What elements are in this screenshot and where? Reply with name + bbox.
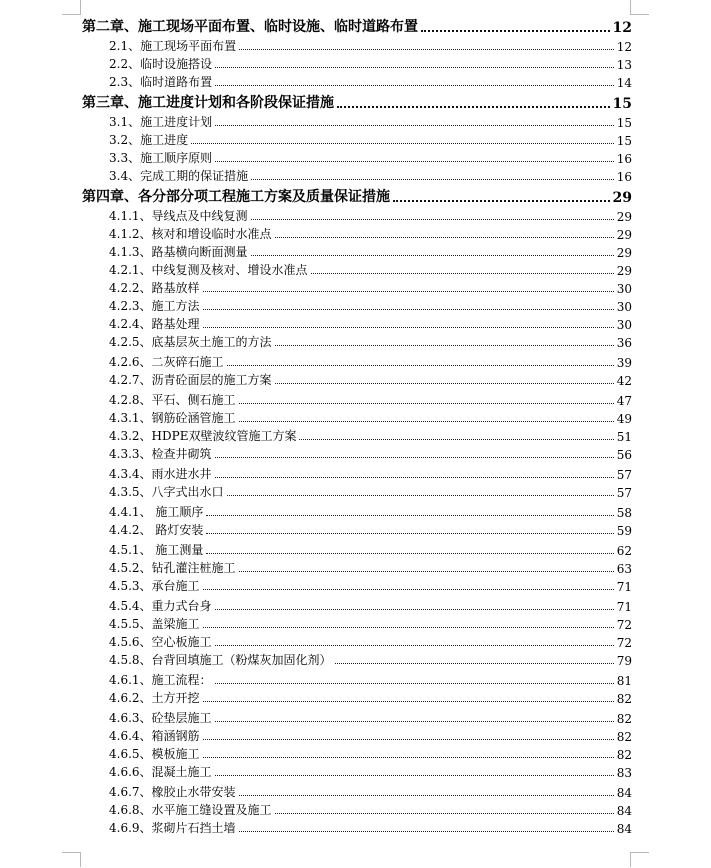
toc-entry-label: 4.5.8、台背回填施工（粉煤灰加固化剂） xyxy=(109,653,332,667)
toc-entry-label: 2.1、施工现场平面布置 xyxy=(109,39,237,53)
toc-page-number: 82 xyxy=(616,730,632,744)
toc-page-number: 71 xyxy=(616,600,632,614)
toc-page-number: 39 xyxy=(616,356,632,370)
toc-page-number: 13 xyxy=(616,58,632,72)
toc-section-entry[interactable] xyxy=(109,558,632,576)
toc-section-entry[interactable] xyxy=(109,166,632,184)
toc-section-entry[interactable] xyxy=(109,520,632,538)
toc-section-entry[interactable] xyxy=(109,260,632,278)
toc-entry-label: 4.6.5、模板施工 xyxy=(109,747,200,761)
toc-section-entry[interactable] xyxy=(109,444,632,462)
toc-entry-label: 4.2.5、底基层灰土施工的方法 xyxy=(109,335,272,349)
toc-page-number: 47 xyxy=(616,394,632,408)
toc-dot-leader xyxy=(227,494,614,496)
toc-dot-leader xyxy=(215,644,614,646)
toc-dot-leader xyxy=(203,756,614,758)
toc-dot-leader xyxy=(215,774,614,776)
toc-page-number: 57 xyxy=(616,468,632,482)
toc-dot-leader xyxy=(215,720,614,722)
toc-page-number: 84 xyxy=(616,786,632,800)
toc-entry-label: 4.2.2、路基放样 xyxy=(109,281,200,295)
toc-page-number: 83 xyxy=(616,766,632,780)
toc-entry-label: 4.6.9、浆砌片石挡土墙 xyxy=(109,821,236,835)
toc-page-number: 29 xyxy=(616,246,632,260)
toc-entry-label: 4.3.4、雨水进水井 xyxy=(109,467,212,481)
toc-entry-label: 4.5.5、盖梁施工 xyxy=(109,617,200,631)
toc-page-number: 49 xyxy=(616,412,632,426)
toc-dot-leader xyxy=(275,236,614,238)
toc-entry-label: 4.6.2、土方开挖 xyxy=(109,691,200,705)
toc-page-number: 15 xyxy=(616,134,632,148)
toc-page-number: 81 xyxy=(616,674,632,688)
toc-section-entry[interactable] xyxy=(109,390,632,408)
toc-dot-leader xyxy=(215,476,614,478)
toc-section-entry[interactable] xyxy=(109,540,632,558)
toc-dot-leader xyxy=(203,308,614,310)
toc-entry-label: 4.2.3、施工方法 xyxy=(109,299,200,313)
toc-section-entry[interactable] xyxy=(109,614,632,632)
toc-page-number: 79 xyxy=(616,654,632,668)
toc-dot-leader xyxy=(239,570,614,572)
toc-section-entry[interactable] xyxy=(109,314,632,332)
toc-section-entry[interactable] xyxy=(109,352,632,370)
toc-entry-label: 4.4.2、 路灯安装 xyxy=(109,523,204,537)
toc-page-number: 82 xyxy=(616,748,632,762)
toc-section-entry[interactable] xyxy=(109,408,632,426)
toc-entry-label: 4.2.1、中线复测及核对、增设水准点 xyxy=(109,263,308,277)
toc-entry-label: 4.2.7、沥青砼面层的施工方案 xyxy=(109,373,272,387)
toc-section-entry[interactable] xyxy=(109,632,632,650)
toc-dot-leader xyxy=(227,364,614,366)
toc-entry-label: 4.6.3、砼垫层施工 xyxy=(109,711,212,725)
toc-section-entry[interactable] xyxy=(109,72,632,90)
toc-dot-leader xyxy=(311,272,614,274)
toc-dot-leader xyxy=(275,382,614,384)
toc-entry-label: 3.2、施工进度 xyxy=(109,133,189,147)
toc-entry-label: 4.6.7、橡胶止水带安装 xyxy=(109,785,236,799)
toc-page-number: 14 xyxy=(616,76,632,90)
toc-dot-leader xyxy=(206,552,613,554)
toc-dot-leader xyxy=(239,420,614,422)
toc-dot-leader xyxy=(275,344,614,346)
toc-entry-label: 4.5.3、承台施工 xyxy=(109,579,200,593)
toc-entry-label: 4.6.6、混凝土施工 xyxy=(109,765,212,779)
toc-entry-label: 第三章、施工进度计划和各阶段保证措施 xyxy=(82,95,334,111)
toc-entry-label: 4.2.6、二灰碎石施工 xyxy=(109,355,224,369)
toc-page-number: 12 xyxy=(616,40,632,54)
toc-entry-label: 2.3、临时道路布置 xyxy=(109,75,213,89)
toc-dot-leader xyxy=(215,608,614,610)
toc-dot-leader xyxy=(215,66,614,68)
toc-page-number: 84 xyxy=(616,804,632,818)
toc-section-entry[interactable] xyxy=(109,688,632,706)
toc-page-number: 29 xyxy=(616,264,632,278)
toc-section-entry[interactable] xyxy=(109,818,632,836)
toc-page-number: 82 xyxy=(616,692,632,706)
toc-section-entry[interactable] xyxy=(109,206,632,224)
toc-entry-label: 4.3.1、钢筋砼涵管施工 xyxy=(109,411,236,425)
toc-page-number: 51 xyxy=(616,430,632,444)
toc-dot-leader xyxy=(251,218,614,220)
toc-page-number: 30 xyxy=(616,282,632,296)
toc-section-entry[interactable] xyxy=(109,54,632,72)
page-corner-mark-bottom-left xyxy=(62,852,81,867)
toc-dot-leader xyxy=(215,124,614,126)
toc-page-number: 29 xyxy=(612,190,632,206)
page-corner-mark-top-right xyxy=(630,0,649,15)
toc-entry-label: 3.4、完成工期的保证措施 xyxy=(109,169,249,183)
toc-entry-label: 4.1.3、路基横向断面测量 xyxy=(109,245,248,259)
toc-dot-leader xyxy=(215,682,614,684)
toc-dot-leader xyxy=(215,84,614,86)
toc-dot-leader xyxy=(251,254,614,256)
toc-dot-leader xyxy=(203,738,614,740)
toc-page-number: 62 xyxy=(616,544,632,558)
toc-dot-leader xyxy=(203,326,614,328)
toc-entry-label: 4.4.1、 施工顺序 xyxy=(109,505,204,519)
toc-entry-label: 第四章、各分部分项工程施工方案及质量保证措施 xyxy=(82,189,390,205)
toc-section-entry[interactable] xyxy=(109,726,632,744)
toc-section-entry[interactable] xyxy=(109,670,632,688)
toc-entry-label: 3.3、施工顺序原则 xyxy=(109,151,213,165)
toc-section-entry[interactable] xyxy=(109,596,632,614)
toc-entry-label: 4.3.5、八字式出水口 xyxy=(109,485,224,499)
toc-entry-label: 4.5.1、 施工测量 xyxy=(109,543,204,557)
toc-section-entry[interactable] xyxy=(109,224,632,242)
toc-dot-leader xyxy=(239,794,614,796)
toc-entry-label: 3.1、施工进度计划 xyxy=(109,115,213,129)
toc-chapter-entry[interactable] xyxy=(82,92,632,112)
toc-chapter-entry[interactable] xyxy=(82,16,632,36)
toc-entry-label: 4.5.6、空心板施工 xyxy=(109,635,212,649)
toc-page-number: 16 xyxy=(616,152,632,166)
toc-entry-label: 第二章、施工现场平面布置、临时设施、临时道路布置 xyxy=(82,19,418,35)
toc-section-entry[interactable] xyxy=(109,332,632,350)
toc-dot-leader xyxy=(393,199,610,202)
toc-entry-label: 4.5.2、钻孔灌注桩施工 xyxy=(109,561,236,575)
toc-page-number: 16 xyxy=(616,170,632,184)
page-corner-mark-bottom-right xyxy=(630,852,649,867)
toc-entry-label: 4.2.8、平石、侧石施工 xyxy=(109,393,236,407)
toc-page-number: 72 xyxy=(616,618,632,632)
toc-dot-leader xyxy=(421,29,610,32)
toc-page-number: 58 xyxy=(616,506,632,520)
toc-page-number: 29 xyxy=(616,228,632,242)
toc-page-number: 63 xyxy=(616,562,632,576)
toc-page-number: 29 xyxy=(616,210,632,224)
toc-dot-leader xyxy=(203,588,614,590)
toc-section-entry[interactable] xyxy=(109,148,632,166)
toc-entry-label: 4.5.4、重力式台身 xyxy=(109,599,212,613)
toc-page-number: 30 xyxy=(616,318,632,332)
toc-section-entry[interactable] xyxy=(109,112,632,130)
toc-section-entry[interactable] xyxy=(109,576,632,594)
page-corner-mark-top-left xyxy=(62,0,81,15)
toc-page-number: 57 xyxy=(616,486,632,500)
toc-section-entry[interactable] xyxy=(109,36,632,54)
toc-dot-leader xyxy=(275,812,614,814)
toc-section-entry[interactable] xyxy=(109,800,632,818)
toc-page-number: 42 xyxy=(616,374,632,388)
toc-page-number: 15 xyxy=(612,96,632,112)
toc-dot-leader xyxy=(337,105,610,108)
toc-section-entry[interactable] xyxy=(109,296,632,314)
toc-dot-leader xyxy=(203,700,614,702)
toc-page-number: 30 xyxy=(616,300,632,314)
toc-section-entry[interactable] xyxy=(109,464,632,482)
toc-section-entry[interactable] xyxy=(109,130,632,148)
toc-page-number: 12 xyxy=(612,20,632,36)
toc-dot-leader xyxy=(299,438,613,440)
toc-dot-leader xyxy=(203,626,614,628)
toc-page-number: 36 xyxy=(616,336,632,350)
toc-dot-leader xyxy=(206,514,613,516)
toc-chapter-entry[interactable] xyxy=(82,186,632,206)
toc-dot-leader xyxy=(191,142,614,144)
toc-dot-leader xyxy=(239,830,614,832)
toc-section-entry[interactable] xyxy=(109,762,632,780)
toc-dot-leader xyxy=(215,160,614,162)
toc-page-number: 71 xyxy=(616,580,632,594)
toc-section-entry[interactable] xyxy=(109,708,632,726)
toc-section-entry[interactable] xyxy=(109,782,632,800)
toc-entry-label: 4.6.8、水平施工缝设置及施工 xyxy=(109,803,272,817)
toc-dot-leader xyxy=(215,456,614,458)
toc-section-entry[interactable] xyxy=(109,242,632,260)
toc-entry-label: 4.3.3、检查井砌筑 xyxy=(109,447,212,461)
toc-section-entry[interactable] xyxy=(109,650,632,668)
toc-page-number: 72 xyxy=(616,636,632,650)
toc-dot-leader xyxy=(335,662,614,664)
toc-entry-label: 4.1.2、核对和增设临时水准点 xyxy=(109,227,272,241)
toc-section-entry[interactable] xyxy=(109,482,632,500)
toc-page-number: 82 xyxy=(616,712,632,726)
toc-section-entry[interactable] xyxy=(109,744,632,762)
toc-section-entry[interactable] xyxy=(109,278,632,296)
toc-entry-label: 4.6.4、箱涵钢筋 xyxy=(109,729,200,743)
toc-entry-label: 4.3.2、HDPE双壁波纹管施工方案 xyxy=(109,429,297,443)
toc-dot-leader xyxy=(206,532,613,534)
toc-entry-label: 4.1.1、导线点及中线复测 xyxy=(109,209,248,223)
toc-section-entry[interactable] xyxy=(109,502,632,520)
toc-section-entry[interactable] xyxy=(109,370,632,388)
toc-dot-leader xyxy=(251,178,614,180)
toc-dot-leader xyxy=(239,48,614,50)
toc-page-number: 15 xyxy=(616,116,632,130)
toc-page-number: 59 xyxy=(616,524,632,538)
toc-dot-leader xyxy=(239,402,614,404)
toc-section-entry[interactable] xyxy=(109,426,632,444)
toc-entry-label: 4.2.4、路基处理 xyxy=(109,317,200,331)
toc-entry-label: 2.2、临时设施搭设 xyxy=(109,57,213,71)
toc-page-number: 56 xyxy=(616,448,632,462)
toc-page-number: 84 xyxy=(616,822,632,836)
toc-entry-label: 4.6.1、施工流程： xyxy=(109,673,212,687)
toc-dot-leader xyxy=(203,290,614,292)
